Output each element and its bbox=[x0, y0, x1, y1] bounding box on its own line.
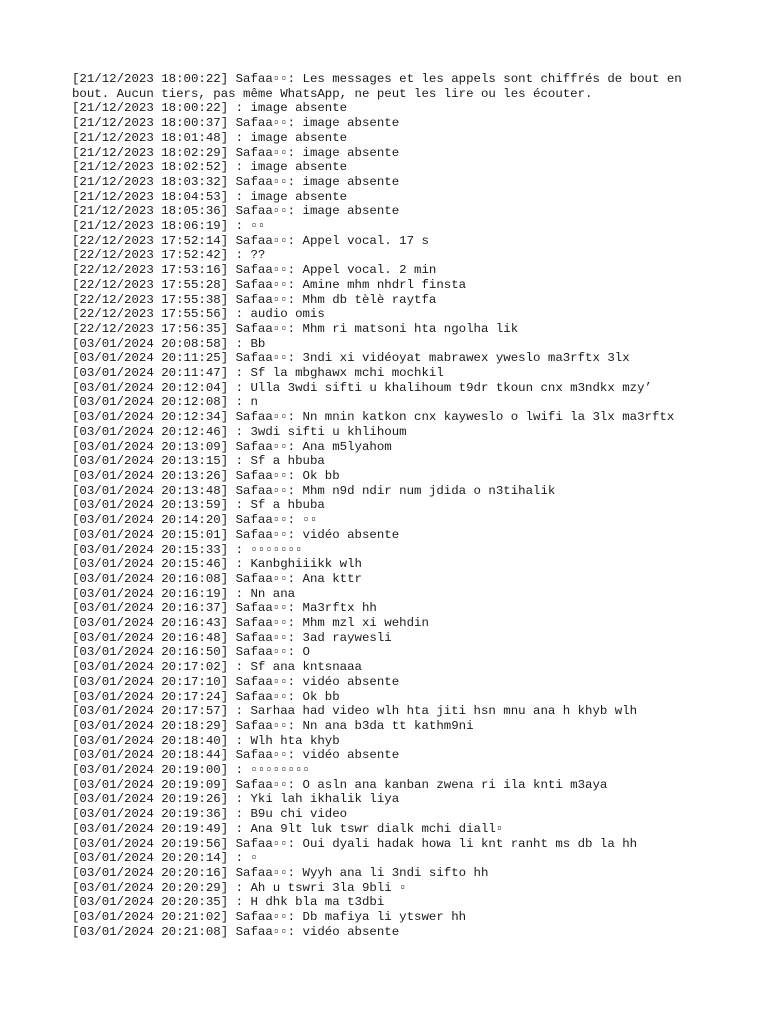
transcript-line: [03/01/2024 20:12:34] Safaa▫▫: Nn mnin katkon cnx kayweslo o lwifi la 3lx ma3rftx bbox=[72, 410, 675, 425]
transcript-line: [03/01/2024 20:19:49] : Ana 9lt luk tswr dialk mchi diall▫ bbox=[72, 821, 504, 836]
transcript-line: [03/01/2024 20:16:08] Safaa▫▫: Ana kttr bbox=[72, 571, 362, 586]
transcript-line: [22/12/2023 17:52:14] Safaa▫▫: Appel vocal. 17 s bbox=[72, 233, 429, 248]
transcript-line: [03/01/2024 20:12:04] : Ulla 3wdi sifti u khalihoum t9dr tkoun cnx m3ndkx mzy’ bbox=[72, 380, 652, 395]
transcript-line: [22/12/2023 17:55:38] Safaa▫▫: Mhm db tèlè raytfa bbox=[72, 292, 437, 307]
transcript-line: [03/01/2024 20:13:48] Safaa▫▫: Mhm n9d ndir num jdida o n3tihalik bbox=[72, 483, 556, 498]
transcript-line: [21/12/2023 18:03:32] Safaa▫▫: image absente bbox=[72, 174, 400, 189]
transcript-line: [21/12/2023 18:06:19] : ▫▫ bbox=[72, 219, 266, 234]
transcript-line: [03/01/2024 20:14:20] Safaa▫▫: ▫▫ bbox=[72, 513, 318, 528]
transcript-line: [21/12/2023 18:00:22] Safaa▫▫: Les messages et les appels sont chiffrés de bout en bout. Aucun tiers, pas même WhatsApp, ne peut les lire ou les écouter. bbox=[72, 72, 690, 101]
transcript-line: [03/01/2024 20:16:48] Safaa▫▫: 3ad raywesli bbox=[72, 630, 392, 645]
transcript-line: [03/01/2024 20:17:02] : Sf ana kntsnaaa bbox=[72, 660, 362, 675]
transcript-line: [03/01/2024 20:12:46] : 3wdi sifti u khlihoum bbox=[72, 424, 407, 439]
transcript-line: [03/01/2024 20:20:16] Safaa▫▫: Wyyh ana li 3ndi sifto hh bbox=[72, 865, 489, 880]
transcript-line: [03/01/2024 20:13:15] : Sf a hbuba bbox=[72, 454, 325, 469]
transcript-line: [03/01/2024 20:16:50] Safaa▫▫: O bbox=[72, 645, 310, 660]
transcript-line: [03/01/2024 20:13:59] : Sf a hbuba bbox=[72, 498, 325, 513]
transcript-line: [22/12/2023 17:53:16] Safaa▫▫: Appel vocal. 2 min bbox=[72, 263, 437, 278]
transcript-line: [03/01/2024 20:19:56] Safaa▫▫: Oui dyali hadak howa li knt ranht ms db la hh bbox=[72, 836, 638, 851]
transcript-line: [21/12/2023 18:01:48] : image absente bbox=[72, 130, 348, 145]
transcript-line: [03/01/2024 20:18:44] Safaa▫▫: vidéo absente bbox=[72, 748, 400, 763]
transcript-line: [03/01/2024 20:17:24] Safaa▫▫: Ok bb bbox=[72, 689, 340, 704]
transcript-line: [21/12/2023 18:04:53] : image absente bbox=[72, 189, 348, 204]
transcript-line: [03/01/2024 20:15:46] : Kanbghiiikk wlh bbox=[72, 557, 362, 572]
transcript-line: [03/01/2024 20:16:43] Safaa▫▫: Mhm mzl xi wehdin bbox=[72, 616, 429, 631]
transcript-line: [03/01/2024 20:15:33] : ▫▫▫▫▫▫▫ bbox=[72, 542, 303, 557]
transcript-line: [03/01/2024 20:21:02] Safaa▫▫: Db mafiya li ytswer hh bbox=[72, 910, 467, 925]
transcript-line: [21/12/2023 18:05:36] Safaa▫▫: image absente bbox=[72, 204, 400, 219]
transcript-line: [03/01/2024 20:11:25] Safaa▫▫: 3ndi xi vidéoyat mabrawex yweslo ma3rftx 3lx bbox=[72, 351, 630, 366]
transcript-line: [03/01/2024 20:20:14] : ▫ bbox=[72, 851, 258, 866]
transcript-line: [03/01/2024 20:08:58] : Bb bbox=[72, 336, 266, 351]
transcript-line: [03/01/2024 20:20:35] : H dhk bla ma t3dbi bbox=[72, 895, 385, 910]
transcript-line: [03/01/2024 20:13:09] Safaa▫▫: Ana m5lyahom bbox=[72, 439, 392, 454]
transcript-line: [21/12/2023 18:00:37] Safaa▫▫: image absente bbox=[72, 116, 400, 131]
transcript-line: [03/01/2024 20:18:29] Safaa▫▫: Nn ana b3da tt kathm9ni bbox=[72, 718, 474, 733]
transcript-line: [03/01/2024 20:19:36] : B9u chi video bbox=[72, 807, 348, 822]
transcript-line: [03/01/2024 20:15:01] Safaa▫▫: vidéo absente bbox=[72, 527, 400, 542]
chat-transcript-page bbox=[72, 72, 712, 939]
transcript-line: [03/01/2024 20:17:10] Safaa▫▫: vidéo absente bbox=[72, 674, 400, 689]
transcript-line: [22/12/2023 17:56:35] Safaa▫▫: Mhm ri matsoni hta ngolha lik bbox=[72, 321, 519, 336]
transcript-line: [03/01/2024 20:19:09] Safaa▫▫: O asln ana kanban zwena ri ila knti m3aya bbox=[72, 777, 608, 792]
transcript-line: [21/12/2023 18:00:22] : image absente bbox=[72, 101, 348, 116]
transcript-line: [22/12/2023 17:55:28] Safaa▫▫: Amine mhm nhdrl finsta bbox=[72, 277, 467, 292]
transcript-line: [21/12/2023 18:02:52] : image absente bbox=[72, 160, 348, 175]
transcript-line: [03/01/2024 20:18:40] : Wlh hta khyb bbox=[72, 733, 340, 748]
transcript-line: [03/01/2024 20:21:08] Safaa▫▫: vidéo absente bbox=[72, 924, 400, 939]
transcript-line: [03/01/2024 20:19:26] : Yki lah ikhalik liya bbox=[72, 792, 400, 807]
transcript-line: [03/01/2024 20:11:47] : Sf la mbghawx mchi mochkil bbox=[72, 366, 444, 381]
transcript-line: [22/12/2023 17:52:42] : ?? bbox=[72, 248, 266, 263]
transcript-line: [03/01/2024 20:16:37] Safaa▫▫: Ma3rftx hh bbox=[72, 601, 377, 616]
transcript-line: [03/01/2024 20:12:08] : n bbox=[72, 395, 258, 410]
transcript-line: [03/01/2024 20:20:29] : Ah u tswri 3la 9bli ▫ bbox=[72, 880, 407, 895]
transcript-line: [21/12/2023 18:02:29] Safaa▫▫: image absente bbox=[72, 145, 400, 160]
transcript-line: [22/12/2023 17:55:56] : audio omis bbox=[72, 307, 325, 322]
transcript-line: [03/01/2024 20:16:19] : Nn ana bbox=[72, 586, 296, 601]
transcript-line: [03/01/2024 20:13:26] Safaa▫▫: Ok bb bbox=[72, 468, 340, 483]
transcript-line: [03/01/2024 20:19:00] : ▫▫▫▫▫▫▫▫ bbox=[72, 763, 310, 778]
transcript-line: [03/01/2024 20:17:57] : Sarhaa had video wlh hta jiti hsn mnu ana h khyb wlh bbox=[72, 704, 638, 719]
